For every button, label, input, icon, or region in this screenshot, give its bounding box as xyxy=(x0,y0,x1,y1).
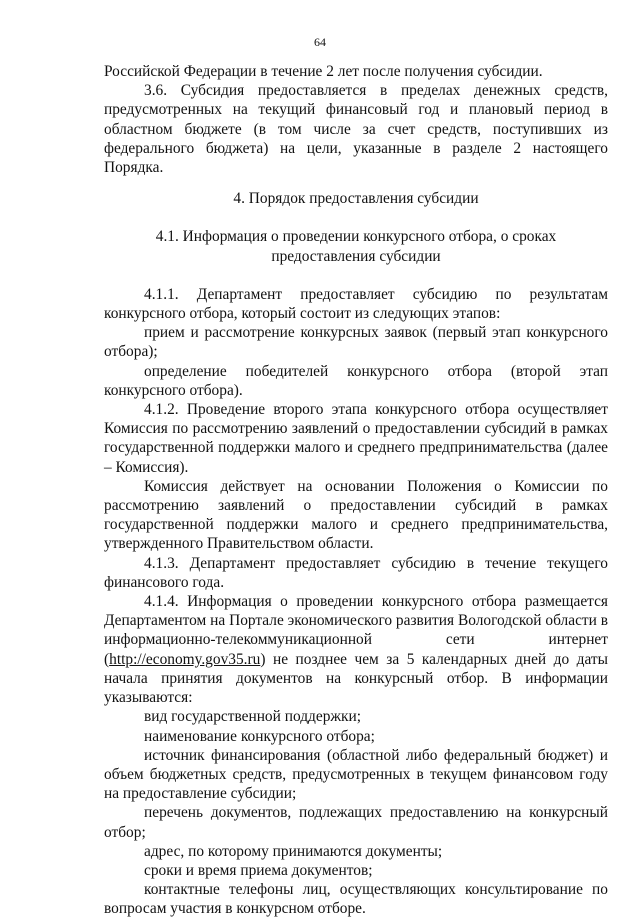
list-item-selection-name: наименование конкурсного отбора; xyxy=(144,727,375,745)
portal-link[interactable]: http://economy.gov35.ru xyxy=(109,650,261,668)
paragraph-4-1-1: 4.1.1. Департамент предоставляет субсидию по результатам конкурсного отбора, который состоит из следующих этапов: xyxy=(104,285,608,323)
list-item-stage-two: определение победителей конкурсного отбора (второй этап конкурсного отбора). xyxy=(104,362,608,399)
list-item-support-type: вид государственной поддержки; xyxy=(144,708,362,726)
page-number: 64 xyxy=(314,35,326,49)
paragraph-3-6: 3.6. Субсидия предоставляется в пределах денежных средств, предусмотренных на текущий финансовый год и плановый период в областном бюджете (в том числе за счет средств, поступивших из федерального бюджета) на цели, указанные в разделе 2 настоящего Порядка. xyxy=(104,82,608,177)
subsection-heading: 4.1. Информация о проведении конкурсного отбора, о сроках предоставления субсидии xyxy=(155,228,557,265)
paragraph-4-1-4 xyxy=(104,592,608,707)
paragraph-4-1-4-text-start: 4.1.4. Информация о проведении конкурсного отбора размещается Департаментом на Портале экономического развития Вологодской области в информационно-телекоммуникационной сети интернет ( xyxy=(104,593,608,668)
paragraph-continuation: Российской Федерации в течение 2 лет после получения субсидии. xyxy=(104,63,543,80)
list-item-deadlines: сроки и время приема документов; xyxy=(144,861,373,879)
paragraph-4-1-2: 4.1.2. Проведение второго этапа конкурсного отбора осуществляет Комиссия по рассмотрению заявлений о предоставлении субсидий в рамках государственной поддержки малого и среднего предпринимательства (далее – Комиссия). xyxy=(104,401,608,476)
list-item-address: адрес, по которому принимаются документы; xyxy=(144,842,443,860)
section-heading: 4. Порядок предоставления субсидии xyxy=(233,190,479,208)
paragraph-4-1-3: 4.1.3. Департамент предоставляет субсидию в течение текущего финансового года. xyxy=(104,554,608,591)
list-item-documents: перечень документов, подлежащих предоставлению на конкурсный отбор; xyxy=(104,804,608,841)
document-body xyxy=(104,62,608,919)
list-item-funding-source: источник финансирования (областной либо федеральный бюджет) и объем бюджетных средств, предусмотренных в текущем финансовом году на предоставление субсидии; xyxy=(104,746,608,803)
list-item-stage-one: прием и рассмотрение конкурсных заявок (первый этап конкурсного отбора); xyxy=(104,324,608,361)
list-item-contacts: контактные телефоны лиц, осуществляющих консультирование по вопросам участия в конкурсном отборе. xyxy=(104,881,608,918)
paragraph-commission: Комиссия действует на основании Положения о Комиссии по рассмотрению заявлений о предоставлении субсидий в рамках государственной поддержки малого и среднего предпринимательства, утвержденного Правительством области. xyxy=(104,477,608,553)
paragraph-4-1-4-text-end: ) не позднее чем за 5 календарных дней до даты начала принятия документов на конкурсный отбор. В информации указываются: xyxy=(104,650,608,707)
